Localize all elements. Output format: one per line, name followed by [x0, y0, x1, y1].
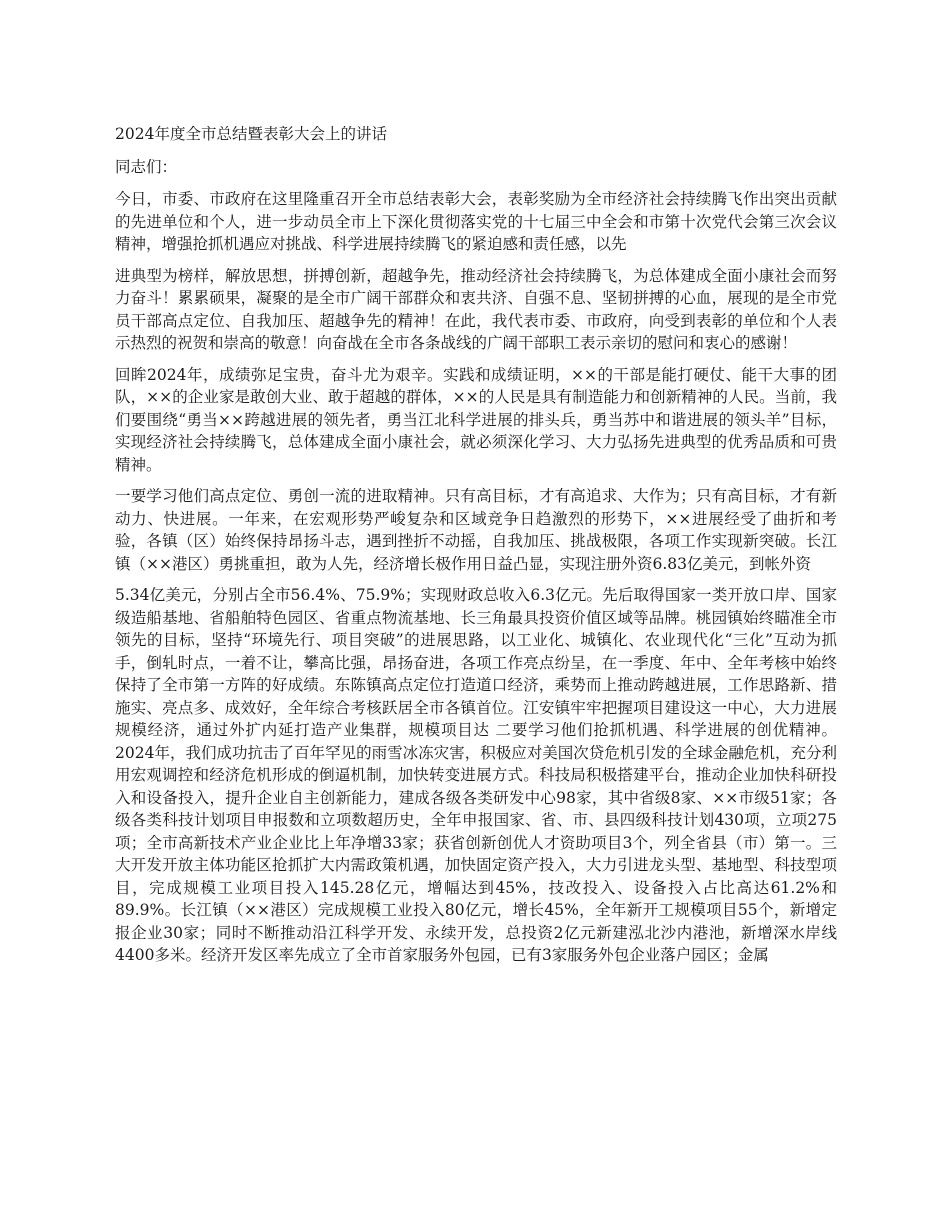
paragraph-2: 进典型为榜样，解放思想，拼搏创新，超越争先，推动经济社会持续腾飞，为总体建成全面小康社会而努力奋斗！累累硕果，凝聚的是全市广阔干部群众和衷共济、自强不息、坚韧拼搏的心血，展现的是全市党员干部高点定位、自我加压、超越争先的精神！在此，我代表市委、市政府，向受到表彰的单位和个人表示热烈的祝贺和崇高的敬意！向奋战在全市各条战线的广阔干部职工表示亲切的慰问和衷心的感谢！: [115, 266, 837, 352]
document-page: [115, 123, 837, 976]
paragraph-1: 今日，市委、市政府在这里隆重召开全市总结表彰大会，表彰奖励为全市经济社会持续腾飞作出突出贡献的先进单位和个人，进一步动员全市上下深化贯彻落实党的十七届三中全会和市第十次党代会第三次会议精神，增强抢抓机遇应对挑战、科学进展持续腾飞的紧迫感和责任感，以先: [115, 190, 837, 253]
paragraph-4: 一要学习他们高点定位、勇创一流的进取精神。只有高目标，才有高追求、大作为；只有高目标，才有新动力、快进展。一年来，在宏观形势严峻复杂和区域竞争日趋激烈的形势下，××进展经受了曲折和考验，各镇（区）始终保持昂扬斗志，遇到挫折不动摇，自我加压、挑战极限，各项工作实现新突破。长江镇（××港区）勇挑重担，敢为人先，经济增长极作用日益凸显，实现注册外资6.83亿美元，到帐外资: [115, 487, 837, 573]
document-title: 2024年度全市总结暨表彰大会上的讲话: [115, 125, 387, 143]
paragraph-3: 回眸2024年，成绩弥足宝贵，奋斗尤为艰辛。实践和成绩证明，××的干部是能打硬仗、能干大事的团队，××的企业家是敢创大业、敢于超越的群体，××的人民是具有制造能力和创新精神的人民。当前，我们要围绕“勇当××跨越进展的领先者，勇当江北科学进展的排头兵，勇当苏中和谐进展的领头羊”目标，实现经济社会持续腾飞，总体建成全面小康社会，就必须深化学习、大力弘扬先进典型的优秀品质和可贵精神。: [115, 365, 837, 474]
salutation: 同志们：: [115, 157, 178, 176]
paragraph-5: 5.34亿美元，分别占全市56.4%、75.9%；实现财政总收入6.3亿元。先后取得国家一类开放口岸、国家级造船基地、省船舶特色园区、省重点物流基地、长三角最具投资价值区域等品牌。桃园镇始终瞄准全市领先的目标，坚持“环境先行、项目突破”的进展思路，以工业化、城镇化、农业现代化“三化”互动为抓手，倒轧时点，一着不让，攀高比强，昂扬奋进，各项工作亮点纷呈，在一季度、年中、全年考核中始终保持了全市第一方阵的好成绩。东陈镇高点定位打造道口经济，乘势而上推动跨越进展，工作思路新、措施实、亮点多、成效好，全年综合考核跃居全市各镇首位。江安镇牢牢把握项目建设这一中心，大力进展规模经济，通过外扩内延打造产业集群，规模项目达 二要学习他们抢抓机遇、科学进展的创优精神。2024年，我们成功抗击了百年罕见的雨雪冰冻灾害，积极应对美国次贷危机引发的全球金融危机，充分利用宏观调控和经济危机形成的倒逼机制，加快转变进展方式。科技局积极搭建平台，推动企业加快科研投入和设备投入，提升企业自主创新能力，建成各级各类研发中心98家，其中省级8家、××市级51家；各级各类科技计划项目申报数和立项数超历史，全年申报国家、省、市、县四级科技计划430项，立项275项；全市高新技术产业企业比上年净增33家；获省创新创优人才资助项目3个，列全省县（市）第一。三大开发开放主体功能区抢抓扩大内需政策机遇，加快固定资产投入，大力引进龙头型、基地型、科技型项目，完成规模工业项目投入145.28亿元，增幅达到45%，技改投入、设备投入占比高达61.2%和89.9%。长江镇（××港区）完成规模工业投入80亿元，增长45%，全年新开工规模项目55个，新增定报企业30家；同时不断推动沿江科学开发、永续开发，总投资2亿元新建泓北沙内港池，新增深水岸线4400多米。经济开发区率先成立了全市首家服务外包园，已有3家服务外包企业落户园区；金属: [115, 586, 837, 964]
